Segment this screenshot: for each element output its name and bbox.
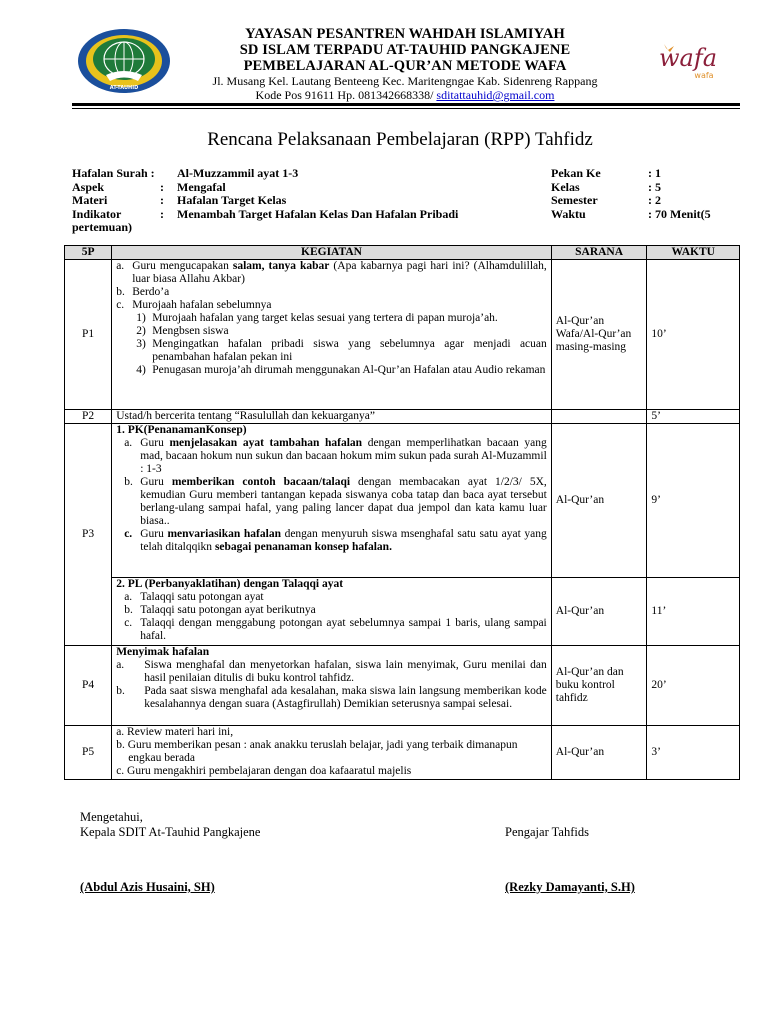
p5-b-text: b. Guru memberikan pesan : anak anakku teruslah belajar, jadi yang terbaik dimanapun engkau berada [116, 739, 518, 764]
p2-activity: Ustad/h bercerita tentang “Rasulullah dan kekuarganya” [112, 410, 552, 424]
materi-value: Hafalan Target Kelas [177, 193, 287, 207]
p1-c-text: Murojaah hafalan sebelumnya [132, 299, 272, 311]
lesson-plan-table [64, 245, 740, 780]
marker-4: 4) [136, 364, 146, 376]
teacher-title: Pengajar Tahfids [505, 825, 589, 839]
p5-sarana: Al-Qur’an [551, 726, 647, 780]
p3-pk-waktu: 9’ [647, 424, 740, 578]
p5-activities [112, 726, 552, 780]
p3-c-bold-2: sebagai penanaman konsep hafalan. [214, 541, 392, 553]
p1-a-text-2: (Apa kabarnya pagi hari ini? (Alhamdulillah, luar biasa Allahu Akbar) [132, 260, 547, 285]
indikator-continuation: pertemuan) [72, 220, 132, 234]
p1-c1-text: Murojaah hafalan yang target kelas sesuai yang tertera di papan muroja’ah. [152, 312, 498, 324]
p1-a-bold: salam, tanya kabar [232, 260, 330, 272]
school-name: SD ISLAM TERPADU AT-TAUHID PANGKAJENE [239, 42, 571, 58]
materi-colon: : [160, 193, 164, 207]
program-name: PEMBELAJARAN AL-QUR’AN METODE WAFA [243, 58, 567, 74]
contact-text: Kode Pos 91611 Hp. 081342668338/ [255, 88, 434, 102]
wafa-logo-sub: wafa [694, 71, 714, 80]
foundation-name: YAYASAN PESANTREN WAHDAH ISLAMIYAH [245, 26, 565, 42]
p3-pl-activities [112, 578, 552, 646]
materi-label: Materi [72, 193, 108, 207]
email-link[interactable]: sditattauhid@gmail.com [436, 88, 555, 102]
p3-pl-c-text: Talaqqi dengan menggabung potongan ayat sebelumnya sampai 1 baris, ulang sampai hafal. [140, 617, 547, 642]
table-header-row [65, 246, 740, 260]
p3-b-text-2: dengan membacakan ayat 1/2/3/ 5X, kemudian Guru memberi tantangan kepada siswanya coba tatap dan baca ayat tersebut berlang-ulang sampai hafal, yang paling lancer dapat dua jempol dan kata kamu luar biasa.. [140, 476, 547, 527]
marker-c: c. [124, 528, 133, 540]
p1-waktu: 10’ [647, 260, 740, 410]
p2-sarana [551, 410, 647, 424]
document-title: Rencana Pelaksanaan Pembelajaran (RPP) Tahfidz [207, 129, 593, 150]
aspek-colon: : [160, 179, 164, 194]
p3-pl-a-text: Talaqqi satu potongan ayat [140, 591, 264, 603]
signature-left [80, 810, 260, 840]
letterhead [160, 26, 650, 102]
kelas-value: : 5 [648, 179, 661, 194]
marker-3: 3) [136, 338, 146, 350]
wafa-logo-icon [642, 40, 734, 84]
marker-a: a. [116, 659, 125, 671]
p3-c-text: Guru [140, 528, 168, 540]
p1-label: P1 [65, 260, 112, 410]
semester-value: : 2 [648, 193, 661, 207]
known-label: Mengetahui, [80, 810, 143, 824]
marker-a: a. [124, 437, 133, 449]
p3-b-text: Guru [140, 476, 172, 488]
surah-label: Hafalan Surah : [72, 166, 155, 180]
p3-pk-heading: 1. PK(PenanamanKonsep) [116, 424, 247, 436]
aspek-value: Mengafal [177, 179, 226, 194]
p5-c-text: c. Guru mengakhiri pembelajaran dengan doa kafaaratul majelis [116, 765, 412, 777]
p3-a-bold: menjelasakan ayat tambahan hafalan [169, 437, 363, 449]
p1-c3-text: Mengingatkan hafalan pribadi siswa yang sebelumnya agar menjadi acuan penambahan hafalan pekan ini [152, 338, 547, 363]
marker-1: 1) [136, 312, 146, 324]
p4-waktu: 20’ [647, 646, 740, 726]
marker-a: a. [116, 260, 125, 272]
school-logo-icon [76, 27, 172, 95]
p4-heading: Menyimak hafalan [116, 646, 210, 658]
header-waktu: WAKTU [647, 246, 740, 260]
marker-b: b. [124, 476, 133, 488]
indikator-label: Indikator [72, 206, 122, 221]
p4-label: P4 [65, 646, 112, 726]
p4-b-text: Pada saat siswa menghafal ada kesalahan, maka siswa lain langsung memberikan kode kesalahannya dengan suara (Astagfirullah) Demikian seterusnya sampai selesai. [144, 685, 547, 710]
p5-waktu: 3’ [647, 726, 740, 780]
p3-pk-sarana: Al-Qur’an [551, 424, 647, 578]
info-block-right [551, 167, 741, 221]
info-block-left [72, 167, 542, 235]
pekan-label: Pekan Ke [551, 166, 601, 180]
aspek-label: Aspek [72, 179, 105, 194]
teacher-name: (Rezky Damayanti, S.H) [505, 880, 635, 894]
p3-c-text-2: dengan menyuruh siswa msenghafal satu satu ayat yang telah ditalqqikn [140, 528, 547, 553]
p2-waktu: 5’ [647, 410, 740, 424]
indikator-value: Menambah Target Hafalan Kelas Dan Hafalan Pribadi [177, 206, 459, 221]
marker-c: c. [124, 617, 133, 629]
pekan-value: : 1 [648, 166, 661, 180]
p1-a-text: Guru mengucapakan [132, 260, 233, 272]
header-kegiatan: KEGIATAN [112, 246, 552, 260]
table-row [65, 424, 740, 578]
surah-value: Al-Muzzammil ayat 1-3 [177, 166, 299, 180]
p3-pl-sarana: Al-Qur’an [551, 578, 647, 646]
p4-sarana: Al-Qur’an dan buku kontrol tahfidz [551, 646, 647, 726]
p3-pl-b-text: Talaqqi satu potongan ayat berikutnya [140, 604, 316, 616]
school-contact [160, 88, 650, 102]
p5-label: P5 [65, 726, 112, 780]
p5-a-text: a. Review materi hari ini, [116, 726, 234, 738]
p3-c-bold: menvariasikan hafalan [167, 528, 281, 540]
table-row [65, 410, 740, 424]
p3-pl-heading: 2. PL (Perbanyaklatihan) dengan Talaqqi ayat [116, 578, 344, 590]
wafa-logo-text: wafa [658, 44, 718, 72]
p1-c4-text: Penugasan muroja’ah dirumah menggunakan Al-Qur’an Hafalan atau Audio rekaman [152, 364, 546, 376]
table-row [65, 578, 740, 646]
kelas-label: Kelas [551, 179, 580, 194]
p3-pk-activities [112, 424, 552, 578]
p1-c2-text: Mengbsen siswa [152, 325, 229, 337]
header-sarana: SARANA [551, 246, 647, 260]
p3-a-text: Guru [140, 437, 170, 449]
head-title: Kepala SDIT At-Tauhid Pangkajene [80, 825, 261, 839]
p1-b-text: Berdo’a [132, 286, 170, 298]
p1-sarana: Al-Qur’an Wafa/Al-Qur’an masing-masing [551, 260, 647, 410]
p4-activities [112, 646, 552, 726]
marker-a: a. [124, 591, 133, 603]
p3-pl-waktu: 11’ [647, 578, 740, 646]
p4-a-text: Siswa menghafal dan menyetorkan hafalan, siswa lain menyimak, Guru menilai dan hasil penilaian ditulis di buku kontrol tahfidz. [144, 659, 547, 684]
table-row [65, 726, 740, 780]
p3-b-bold: memberikan contoh bacaan/talaqi [171, 476, 351, 488]
head-name: (Abdul Azis Husaini, SH) [80, 880, 215, 894]
marker-b: b. [116, 685, 125, 697]
p1-activities [112, 260, 552, 410]
marker-b: b. [116, 286, 125, 298]
waktu-value: : 70 Menit(5 [648, 206, 711, 221]
school-address: Jl. Musang Kel. Lautang Benteeng Kec. Maritengngae Kab. Sidenreng Rappang [212, 74, 598, 88]
letterhead-rule-thin [72, 108, 740, 109]
marker-c: c. [116, 299, 125, 311]
p2-label: P2 [65, 410, 112, 424]
marker-b: b. [124, 604, 133, 616]
p3-label: P3 [65, 424, 112, 646]
logo-left-text: AT-TAUHID [109, 85, 139, 91]
waktu-label: Waktu [551, 206, 586, 221]
indikator-colon: : [160, 206, 164, 221]
letterhead-rule-thick [72, 103, 740, 106]
table-row [65, 646, 740, 726]
table-row [65, 260, 740, 410]
header-5p: 5P [65, 246, 112, 260]
semester-label: Semester [551, 193, 598, 207]
marker-2: 2) [136, 325, 146, 337]
p3-a-text-2: dengan memperlihatkan bacaan yang mad, bacaan hokum nun sukun dan bacaan hokum mim sukun pada surah Al-Muzammil : 1-3 [140, 437, 547, 475]
